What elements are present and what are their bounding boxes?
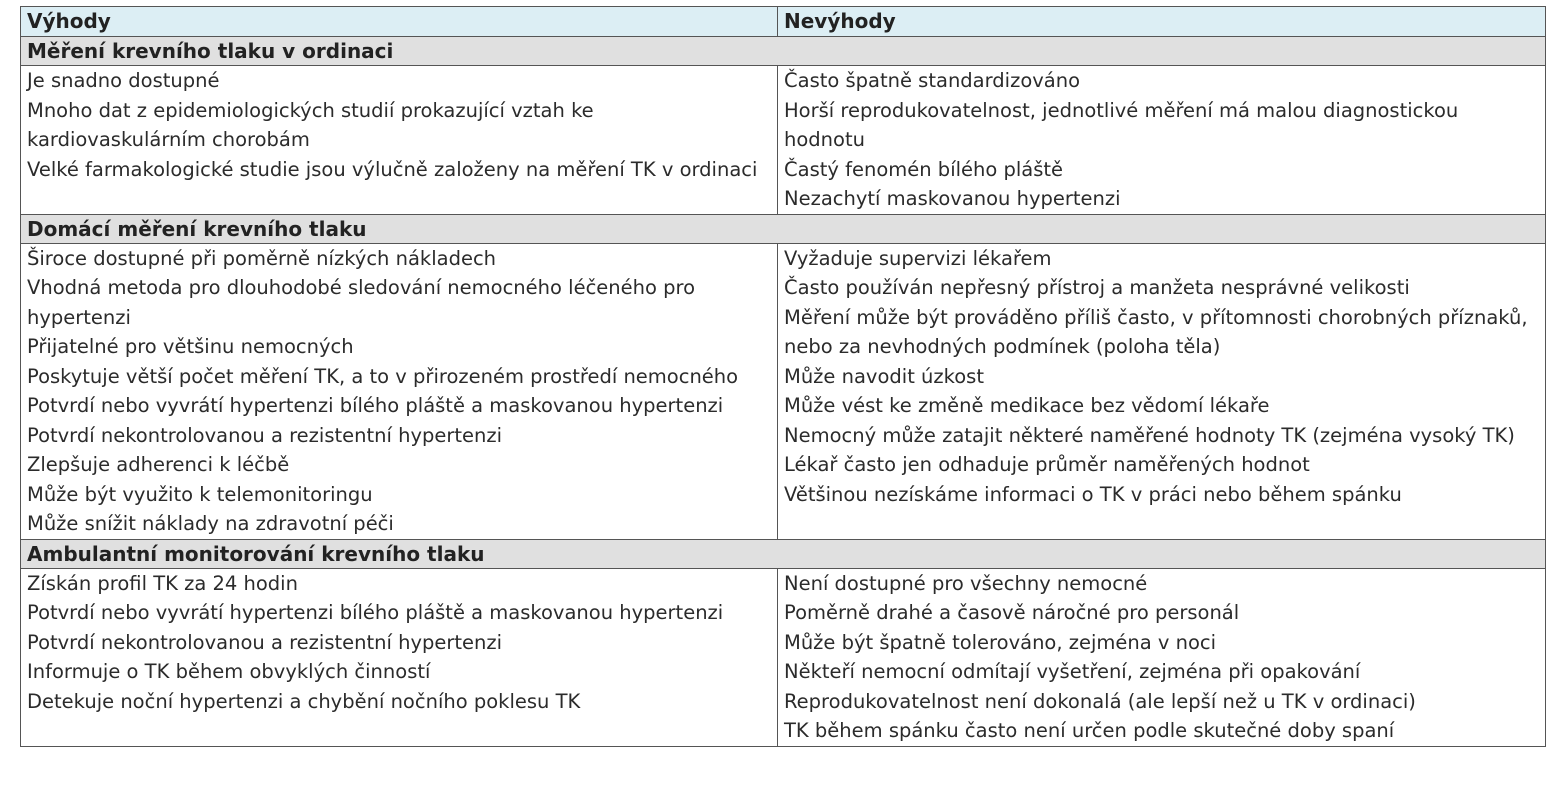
section-row <box>21 37 1546 66</box>
disadvantages-cell <box>778 243 1546 539</box>
list-item: Častý fenomén bílého pláště <box>784 157 1064 181</box>
header-disadvantages: Nevýhody <box>778 7 1546 37</box>
list-item: Horší reprodukovatelnost, jednotlivé měření má malou diagnostickou hodnotu <box>784 98 1459 151</box>
section-row <box>21 214 1546 243</box>
list-item: Přijatelné pro většinu nemocných <box>27 335 354 358</box>
list-item: TK během spánku často není určen podle skutečné doby spaní <box>784 719 1395 742</box>
list-item: Mnoho dat z epidemiologických studií prokazující vztah ke kardiovaskulárním chorobám <box>27 98 594 151</box>
comparison-table <box>20 6 1546 747</box>
list-item: Měření může být prováděno příliš často, v přítomnosti chorobných příznaků, nebo za nevhodných podmínek (poloha těla) <box>784 305 1528 358</box>
list-item: Vyžaduje supervizi lékařem <box>784 246 1052 270</box>
list-item: Může navodit úzkost <box>784 364 984 388</box>
list-item: Může být špatně tolerováno, zejména v noci <box>784 630 1217 654</box>
list-item: Často špatně standardizováno <box>784 69 1081 92</box>
table-row <box>21 568 1546 746</box>
list-item: Je snadno dostupné <box>27 69 220 92</box>
table-row <box>21 243 1546 539</box>
advantages-cell <box>21 568 778 746</box>
list-item: Často používán nepřesný přístroj a manžeta nesprávné velikosti <box>784 276 1410 299</box>
comparison-table-wrapper <box>20 6 1545 747</box>
list-item: Může vést ke změně medikace bez vědomí lékaře <box>784 394 1270 417</box>
disadvantages-cell <box>778 568 1546 746</box>
list-item: Může snížit náklady na zdravotní péči <box>27 512 394 535</box>
list-item: Poskytuje větší počet měření TK, a to v přirozeném prostředí nemocného <box>27 364 739 388</box>
list-item: Zlepšuje adherenci k léčbě <box>27 453 290 476</box>
list-item: Získán profil TK za 24 hodin <box>27 571 298 595</box>
section-title: Ambulantní monitorování krevního tlaku <box>21 539 1546 568</box>
disadvantages-cell <box>778 66 1546 215</box>
section-row <box>21 539 1546 568</box>
list-item: Není dostupné pro všechny nemocné <box>784 571 1148 595</box>
header-advantages: Výhody <box>21 7 778 37</box>
header-row <box>21 7 1546 37</box>
list-item: Potvrdí nekontrolovanou a rezistentní hypertenzi <box>27 630 503 654</box>
section-title: Měření krevního tlaku v ordinaci <box>21 37 1546 66</box>
list-item: Poměrně drahé a časově náročné pro personál <box>784 601 1240 624</box>
list-item: Široce dostupné při poměrně nízkých nákladech <box>27 246 497 270</box>
advantages-cell <box>21 66 778 215</box>
list-item: Většinou nezískáme informaci o TK v práci nebo během spánku <box>784 482 1402 506</box>
list-item: Reprodukovatelnost není dokonalá (ale lepší než u TK v ordinaci) <box>784 689 1416 713</box>
list-item: Velké farmakologické studie jsou výlučně založeny na měření TK v ordinaci <box>27 157 758 181</box>
list-item: Informuje o TK během obvyklých činností <box>27 660 431 683</box>
list-item: Může být využito k telemonitoringu <box>27 482 373 506</box>
list-item: Potvrdí nebo vyvrátí hypertenzi bílého pláště a maskovanou hypertenzi <box>27 601 724 624</box>
advantages-cell <box>21 243 778 539</box>
list-item: Lékař často jen odhaduje průměr naměřených hodnot <box>784 453 1310 476</box>
section-title: Domácí měření krevního tlaku <box>21 214 1546 243</box>
table-row <box>21 66 1546 215</box>
list-item: Vhodná metoda pro dlouhodobé sledování nemocného léčeného pro hypertenzi <box>27 276 696 329</box>
list-item: Někteří nemocní odmítají vyšetření, zejména při opakování <box>784 660 1361 683</box>
list-item: Potvrdí nebo vyvrátí hypertenzi bílého pláště a maskovanou hypertenzi <box>27 394 724 417</box>
list-item: Nezachytí maskovanou hypertenzi <box>784 187 1121 210</box>
list-item: Nemocný může zatajit některé naměřené hodnoty TK (zejména vysoký TK) <box>784 423 1515 447</box>
list-item: Potvrdí nekontrolovanou a rezistentní hypertenzi <box>27 423 503 447</box>
list-item: Detekuje noční hypertenzi a chybění nočního poklesu TK <box>27 689 581 713</box>
